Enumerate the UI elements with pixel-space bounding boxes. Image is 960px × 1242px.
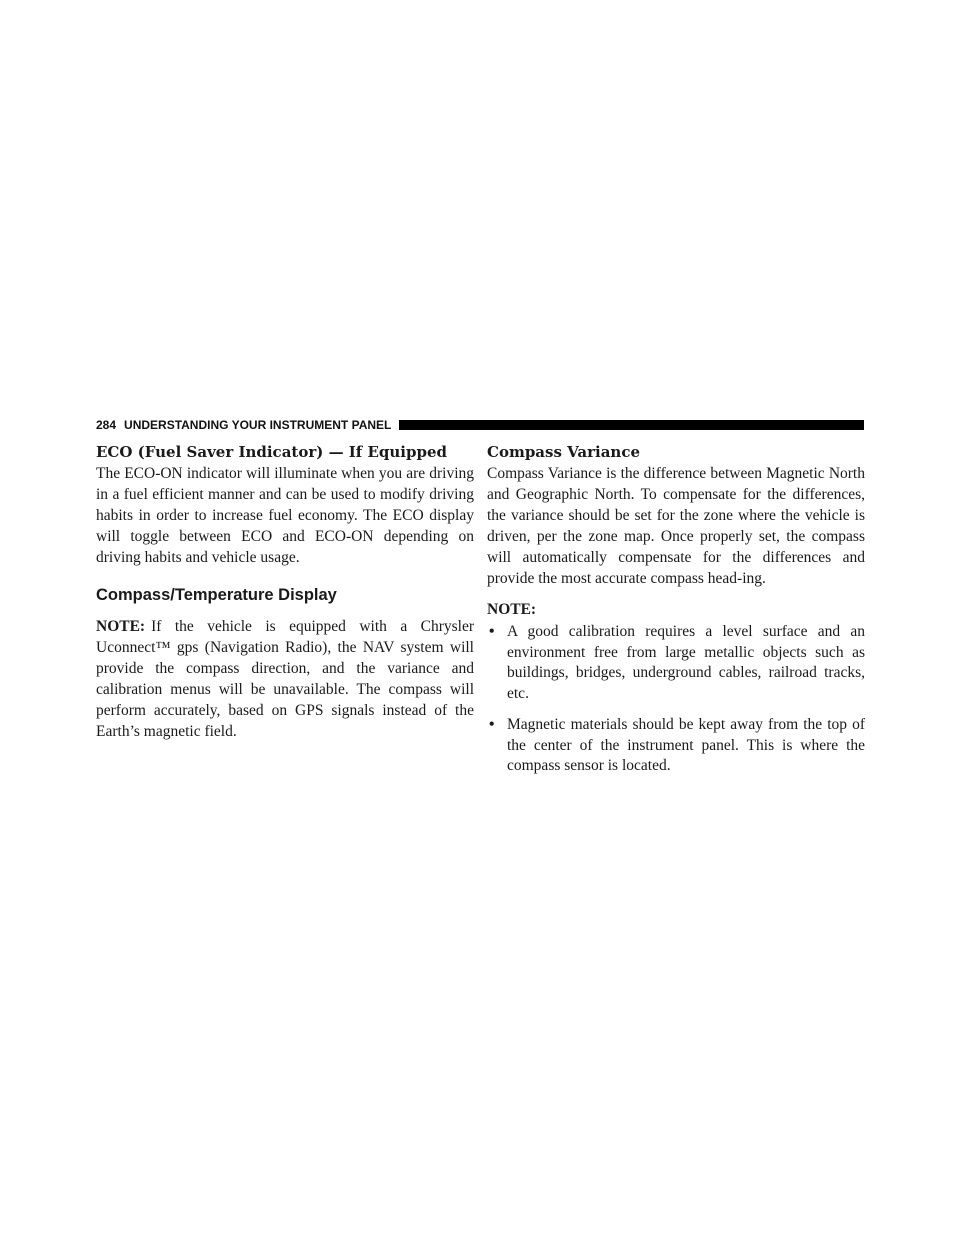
note-label: NOTE: bbox=[96, 618, 146, 635]
left-column bbox=[96, 442, 474, 742]
right-column bbox=[487, 442, 865, 788]
bullet-item bbox=[487, 622, 865, 704]
compass-note-paragraph bbox=[96, 616, 474, 742]
note-text: If the vehicle is equipped with a Chrysler Uconnect™ gps (Navigation Radio), the NAV system will provide the compass direction, and the variance and calibration menus will be unavailable. The compass will perform accurately, based on GPS signals instead of the Earth’s magnetic field. bbox=[96, 618, 474, 740]
compass-temperature-heading: Compass/Temperature Display bbox=[96, 586, 337, 604]
section-title: UNDERSTANDING YOUR INSTRUMENT PANEL bbox=[124, 418, 392, 432]
compass-variance-heading: Compass Variance bbox=[487, 443, 641, 461]
page-header bbox=[96, 416, 864, 434]
eco-paragraph: The ECO-ON indicator will illuminate when you are driving in a fuel efficient manner and can be used to modify driving habits in order to increase fuel economy. The ECO display will toggle between ECO and ECO-ON depending on driving habits and vehicle usage. bbox=[96, 465, 474, 566]
bullet-item bbox=[487, 715, 865, 777]
bullet-icon: • bbox=[489, 716, 495, 733]
page-number: 284 bbox=[96, 418, 117, 432]
bullet-icon: • bbox=[489, 623, 495, 640]
header-rule bbox=[399, 420, 864, 430]
note-heading: NOTE: bbox=[487, 601, 537, 618]
bullet-text: Magnetic materials should be kept away from the top of the center of the instrument panel. This is where the compass sensor is located. bbox=[507, 716, 865, 774]
note-bullet-list bbox=[487, 622, 865, 777]
variance-paragraph: Compass Variance is the difference between Magnetic North and Geographic North. To compensate for the differences, the variance should be set for the zone where the vehicle is driven, per the zone map. Once properly set, the compass will automatically compensate for the differences and provide the most accurate compass head-ing. bbox=[487, 465, 865, 587]
bullet-text: A good calibration requires a level surface and an environment free from large metallic objects such as buildings, bridges, underground cables, railroad tracks, etc. bbox=[507, 623, 865, 702]
eco-heading: ECO (Fuel Saver Indicator) — If Equipped bbox=[96, 443, 448, 461]
